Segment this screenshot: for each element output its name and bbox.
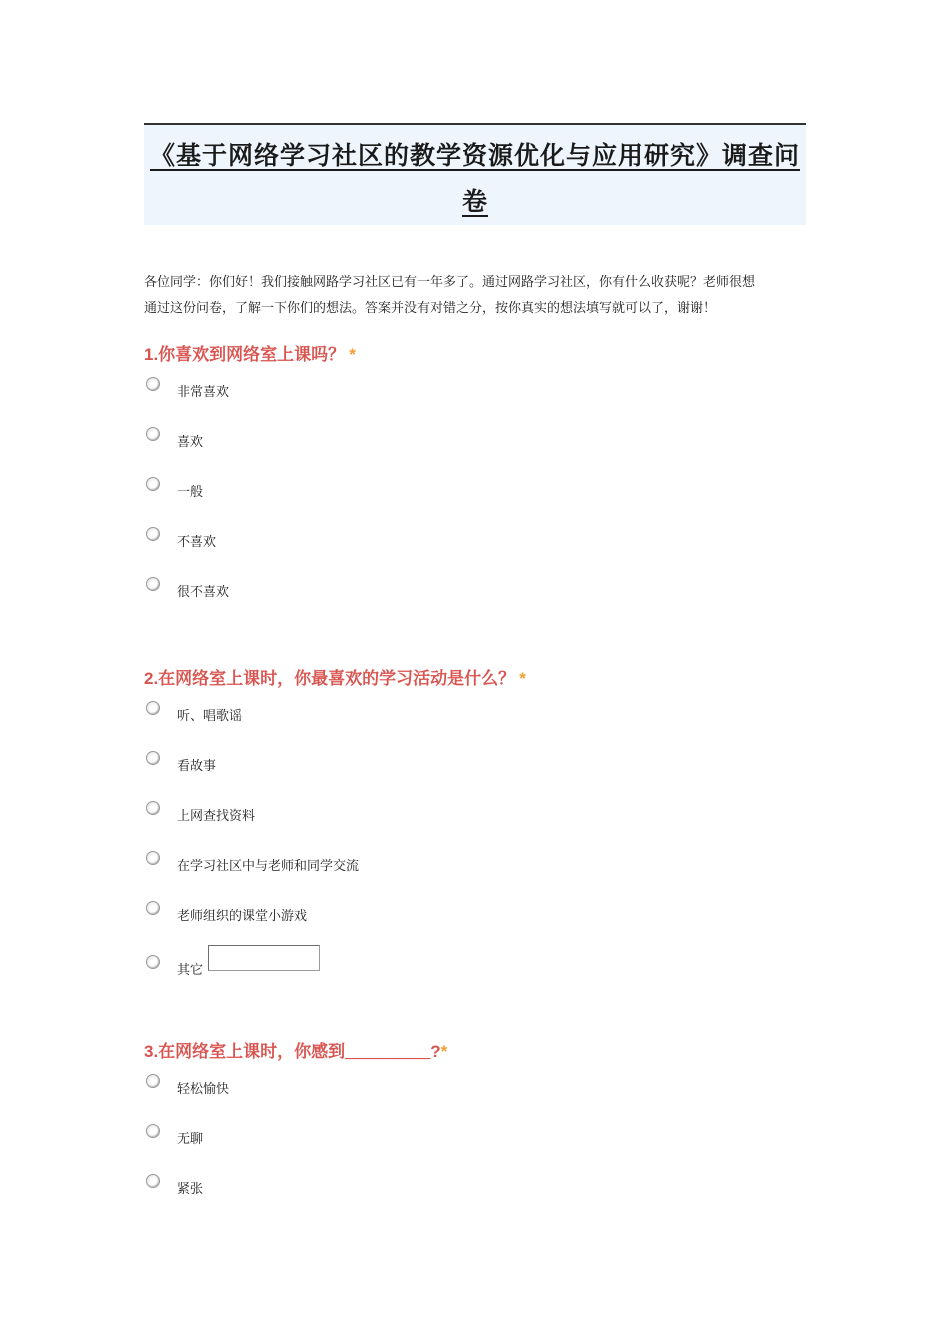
survey-title: 《基于网络学习社区的教学资源优化与应用研究》调查问卷 <box>149 141 800 216</box>
question-3 <box>144 1040 824 1222</box>
radio-button[interactable] <box>146 1124 160 1138</box>
option-label: 轻松愉快 <box>177 1082 230 1097</box>
option-label: 听、唱歌谣 <box>177 709 243 724</box>
q3-option-3[interactable] <box>144 1172 824 1222</box>
option-label: 老师组织的课堂小游戏 <box>177 909 308 924</box>
survey-title-block <box>144 123 806 225</box>
radio-button[interactable] <box>146 751 160 765</box>
question-2-text: 2.在网络室上课时，你最喜欢的学习活动是什么？ <box>144 669 516 688</box>
radio-button[interactable] <box>146 801 160 815</box>
required-mark: * <box>519 669 526 688</box>
q2-option-other[interactable] <box>144 953 824 1003</box>
radio-button[interactable] <box>146 377 160 391</box>
option-label: 其它 <box>177 963 204 978</box>
other-text-input[interactable] <box>208 945 320 971</box>
radio-button[interactable] <box>146 701 160 715</box>
option-label: 上网查找资料 <box>177 809 256 824</box>
q2-option-1[interactable] <box>144 699 824 749</box>
option-label: 很不喜欢 <box>177 585 230 600</box>
q2-option-5[interactable] <box>144 899 824 949</box>
radio-button[interactable] <box>146 955 160 969</box>
radio-button[interactable] <box>146 427 160 441</box>
question-3-title <box>144 1040 824 1064</box>
question-1-text: 1.你喜欢到网络室上课吗？ <box>144 345 346 364</box>
radio-button[interactable] <box>146 527 160 541</box>
question-2-title <box>144 667 824 691</box>
question-2 <box>144 667 824 1003</box>
question-3-text: 3.在网络室上课时，你感到 <box>144 1042 346 1061</box>
option-label: 非常喜欢 <box>177 385 230 400</box>
required-mark: * <box>440 1042 448 1061</box>
q1-option-2[interactable] <box>144 425 824 475</box>
intro-line-2: 通过这份问卷，了解一下你们的想法。答案并没有对错之分，按你真实的想法填写就可以了，谢谢！ <box>144 301 717 316</box>
option-label: 无聊 <box>177 1132 204 1147</box>
option-label: 喜欢 <box>177 435 204 450</box>
option-label: 一般 <box>177 485 204 500</box>
q2-option-2[interactable] <box>144 749 824 799</box>
required-mark: * <box>349 345 356 364</box>
radio-button[interactable] <box>146 1174 160 1188</box>
fill-in-blank: _________ <box>345 1042 431 1061</box>
q1-option-3[interactable] <box>144 475 824 525</box>
option-label: 不喜欢 <box>177 535 217 550</box>
radio-button[interactable] <box>146 1074 160 1088</box>
radio-button[interactable] <box>146 477 160 491</box>
question-3-suffix: ? <box>430 1042 441 1061</box>
q3-option-2[interactable] <box>144 1122 824 1172</box>
option-label: 紧张 <box>177 1182 204 1197</box>
option-label: 看故事 <box>177 759 217 774</box>
radio-button[interactable] <box>146 577 160 591</box>
survey-intro <box>144 270 810 322</box>
option-label: 在学习社区中与老师和同学交流 <box>177 859 360 874</box>
q3-option-1[interactable] <box>144 1072 824 1122</box>
radio-button[interactable] <box>146 851 160 865</box>
q2-option-4[interactable] <box>144 849 824 899</box>
question-1 <box>144 343 824 625</box>
question-1-title <box>144 343 824 367</box>
q1-option-5[interactable] <box>144 575 824 625</box>
q2-option-3[interactable] <box>144 799 824 849</box>
radio-button[interactable] <box>146 901 160 915</box>
intro-line-1: 各位同学：你们好！我们接触网路学习社区已有一年多了。通过网路学习社区，你有什么收获呢？老师很想 <box>144 275 756 290</box>
q1-option-4[interactable] <box>144 525 824 575</box>
q1-option-1[interactable] <box>144 375 824 425</box>
